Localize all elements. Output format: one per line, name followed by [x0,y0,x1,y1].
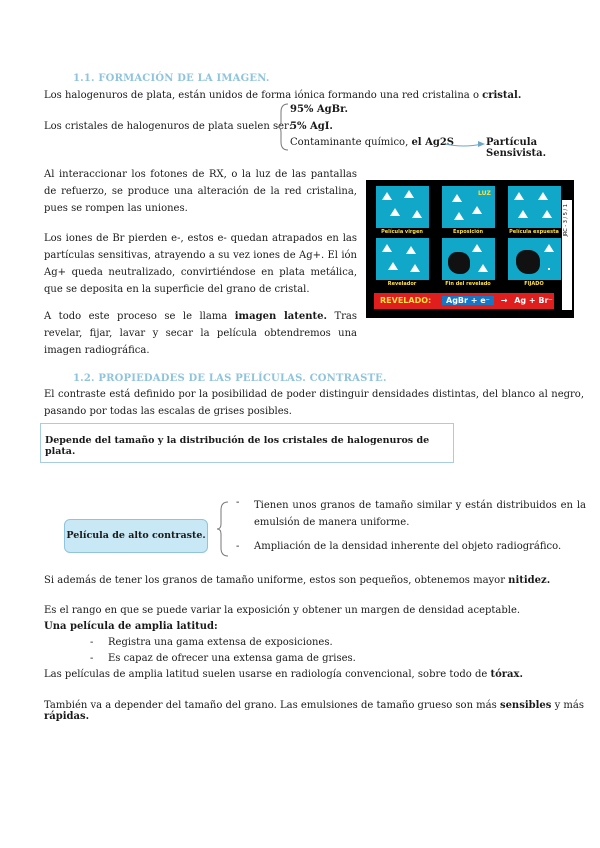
bullet-dash-1: - [236,497,240,508]
tile-fixed [508,238,561,280]
bar-formula-right: Ag + Br⁻ [514,296,553,305]
sharpness-text-bold: nitidez. [508,575,551,586]
bullet-density: Ampliación de la densidad inherente del objeto radiográfico. [254,541,562,552]
bullet-dash-2: - [236,541,240,552]
tile-dev-end [442,238,495,280]
luz-label: LUZ [478,190,491,197]
tile-virgin [376,186,429,228]
lat-dash-2: - [90,653,94,664]
high-contrast-pill: Película de alto contraste. [64,519,208,553]
brace-icon [276,102,290,152]
paragraph-thorax [44,669,523,680]
section-heading-contrast: 1.2. PROPIEDADES DE LAS PELÍCULAS. CONTRASTE. [73,373,387,384]
tile-developer [376,238,429,280]
bullet-uniform-grains: Tienen unos granos de tamaño similar y están distribuidos en la emulsión de manera uniforme. [254,500,586,528]
latent-text-bold: imagen latente. [234,311,327,322]
tile-caption-1: Película virgen [381,229,423,235]
tile-caption-4: Revelador [387,281,417,287]
paragraph-latitude: Es el rango en que se puede variar la exposición y obtener un margen de densidad aceptable. [44,605,521,616]
tile-caption-6: FIJADO [524,281,544,287]
latent-text-c: Tras revelar, fijar, lavar y secar la película obtendremos una imagen radiográfica. [44,311,357,356]
arrow-right-icon: → [500,296,508,305]
latent-text-a: A todo este proceso se le llama [44,311,235,322]
paragraph-grain [44,700,600,722]
lat-item-exposures: Registra una gama extensa de exposiciones. [108,637,333,648]
grain-text-bold-2: rápidas. [44,711,90,722]
arrow-icon [444,138,488,150]
brace-icon-2 [216,500,230,558]
grain-text-a: También va a depender del tamaño del grano. Las emulsiones de tamaño grueso son más [44,700,500,711]
crystals-lead: Los cristales de halogenuros de plata suelen ser: [44,121,293,132]
side-code: JRC - 3 / 5 / 1 [563,204,569,237]
thorax-text-bold: tórax. [490,669,523,680]
tile-caption-5: Fin del revelado [445,281,491,287]
tile-exposed [508,186,561,228]
bar-formula-left: AgBr + e⁻ [442,296,494,305]
development-equation-bar [374,293,554,309]
intro-text-a: Los halogenuros de plata, están unidos de forma iónica formando una red cristalina o [44,90,483,101]
composition-item-ag2s [290,137,454,148]
paragraph-rx: Al interaccionar los fotones de RX, o la luz de las pantallas de refuerzo, se produce una alteración de la red cristalina, pues se rompen las uniones. [44,169,357,214]
intro-text-bold: cristal. [482,90,522,101]
sharpness-text-a: Si además de tener los granos de tamaño uniforme, estos son pequeños, obtenemos mayor [44,575,509,586]
tile-caption-2: Exposición [452,229,484,235]
side-code-strip [562,200,572,310]
latitude-title: Una película de amplia latitud: [44,621,218,632]
tile-exposure [442,186,495,228]
paragraph-sharpness [44,575,550,586]
highlight-box-text: Depende del tamaño y la distribución de los cristales de halogenuros de plata. [45,435,430,457]
composition-item-agbr: 95% AgBr. [290,104,348,115]
paragraph-contrast: El contraste está definido por la posibilidad de poder distinguir densidades distintas, del blanco al negro, pasando por todas las escalas de grises posibles. [44,389,584,417]
grain-text-bold-1: sensibles [499,700,552,711]
intro-text [44,88,521,103]
paragraph-ions: Los iones de Br pierden e-, estos e- quedan atrapados en las partículas sensitivas, atrayendo a su vez iones de Ag+. El ión Ag+ queda neutralizado, convirtiéndose en plata metálica, que se deposita en la superficie del grano de cristal. [44,233,357,295]
grain-text-c: y más [551,700,585,711]
ag2s-text-bold: el Ag2S [411,137,455,148]
section-heading-formation: 1.1. FORMACIÓN DE LA IMAGEN. [73,73,270,84]
latent-image-figure [366,180,574,318]
lat-dash-1: - [90,637,94,648]
ag2s-text-a: Contaminante químico, [290,137,412,148]
bar-label: REVELADO: [380,296,432,305]
composition-item-agi: 5% AgI. [290,121,333,132]
tile-caption-3: Película expuesta [509,229,559,235]
highlight-box [40,423,454,463]
lat-item-greys: Es capaz de ofrecer una extensa gama de grises. [108,653,356,664]
sensitive-particle: Partícula Sensivista. [486,137,547,159]
paragraph-latent [44,308,357,359]
thorax-text-a: Las películas de amplia latitud suelen usarse en radiología convencional, sobre todo de [44,669,491,680]
